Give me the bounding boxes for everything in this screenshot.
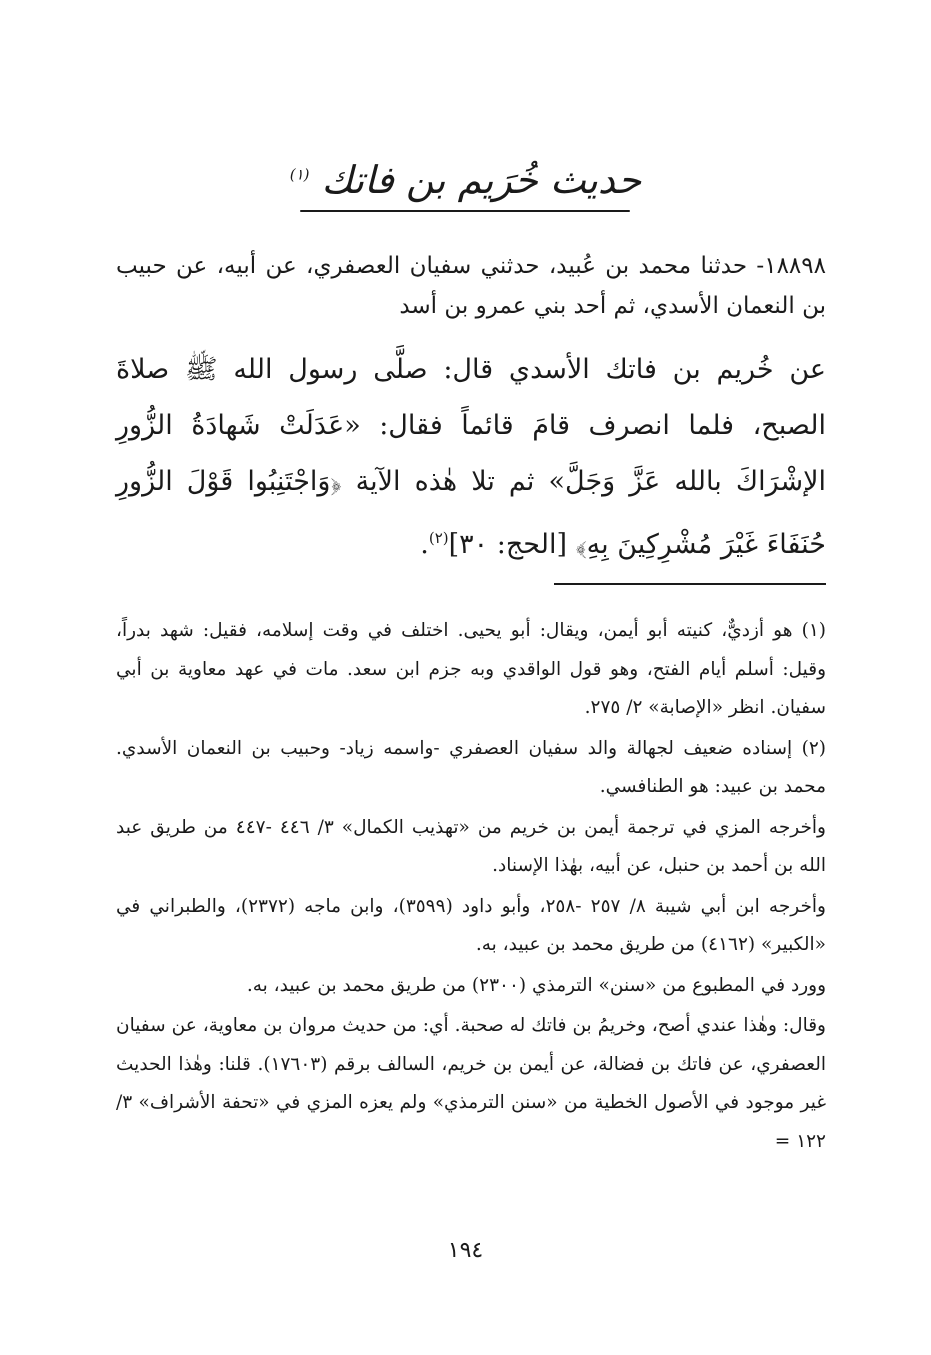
footnote-paragraph: وأخرجه ابن أبي شيبة ٨/ ٢٥٧ -٢٥٨، وأبو داود (٣٥٩٩)، وابن ماجه (٢٣٧٢)، والطبراني في «الكبير» (٤١٦٢) من طريق محمد بن عبيد، به. bbox=[116, 895, 826, 955]
footnote-paragraph: وقال: وهٰذا عندي أصح، وخريمُ بن فاتك له صحبة. أي: من حديث مروان بن معاوية، عن سفيان العصفري، عن فاتك بن فضالة، عن أيمن بن خريم، السالف برقم (١٧٦٠٣). قلنا: وهٰذا الحديث غير موجود في الأصول الخطية من «سنن الترمذي» ولم يعزه المزي في «تحفة الأشراف» ٣/ ١٢٢ = bbox=[116, 1015, 826, 1152]
footnote-separator bbox=[554, 583, 826, 585]
footnotes bbox=[116, 612, 826, 1163]
footnote-2: (٢) إسناده ضعيف لجهالة والد سفيان العصفري -واسمه زياد- وحبيب بن النعمان الأسدي. محمد بن عبيد: هو الطنافسي. bbox=[116, 737, 826, 797]
page-number: ١٩٤ bbox=[447, 1238, 484, 1263]
footnote-1: (١) هو أزديٌّ، كنيته أبو أيمن، ويقال: أبو يحيى. اختلف في وقت إسلامه، فقيل: شهد بدراً، وقيل: أسلم أيام الفتح، وهو قول الواقدي وبه جزم ابن سعد. مات في عهد معاوية بن أبي سفيان. انظر «الإصابة» ٢/ ٢٧٥. bbox=[116, 620, 826, 718]
chapter-title: حديث خُرَيم بن فاتك bbox=[321, 158, 642, 202]
matn-footnote-ref: (٢) bbox=[428, 529, 449, 547]
hadith-matn: عن خُريم بن فاتك الأسدي قال: صلَّى رسول الله ﷺ صلاةَ الصبح، فلما انصرف قامَ قائماً فقال: «عَدَلَتْ شَهادَةُ الزُّورِ الإشْرَاكَ بالله عَزَّ وَجَلَّ» ثم تلا هٰذه الآية ﴿وَاجْتَنِبُوا قَوْلَ الزُّورِ حُنَفَاءَ غَيْرَ مُشْرِكِينَ بِهِ﴾ [الحج: ٣٠]$^{(٢)}$. bbox=[116, 354, 826, 560]
footnote-paragraph: وورد في المطبوع من «سنن» الترمذي (٢٣٠٠) من طريق محمد بن عبيد، به. bbox=[246, 974, 826, 996]
hadith-matn-text: عن خُريم بن فاتك الأسدي قال: صلَّى رسول الله ﷺ صلاةَ الصبح، فلما انصرف قامَ قائماً فقال: «عَدَلَتْ شَهادَةُ الزُّورِ الإشْرَاكَ بالله عَزَّ وَجَلَّ» ثم تلا هٰذه الآية ﴿وَاجْتَنِبُوا قَوْلَ الزُّورِ حُنَفَاءَ غَيْرَ مُشْرِكِينَ بِهِ﴾ [الحج: ٣٠] bbox=[116, 354, 826, 560]
chapter-footnote-ref: (١) bbox=[289, 165, 310, 184]
heading-flourish bbox=[300, 210, 630, 212]
hadith-isnad: ١٨٨٩٨- حدثنا محمد بن عُبيد، حدثني سفيان العصفري، عن أبيه، عن حبيب بن النعمان الأسدي، ثم أحد بني عمرو بن أسد bbox=[116, 253, 826, 319]
chapter-heading bbox=[0, 158, 931, 202]
footnote-paragraph: وأخرجه المزي في ترجمة أيمن بن خريم من «تهذيب الكمال» ٣/ ٤٤٦ -٤٤٧ من طريق عبد الله بن أحمد بن حنبل، عن أبيه، بهٰذا الإسناد. bbox=[116, 816, 826, 876]
